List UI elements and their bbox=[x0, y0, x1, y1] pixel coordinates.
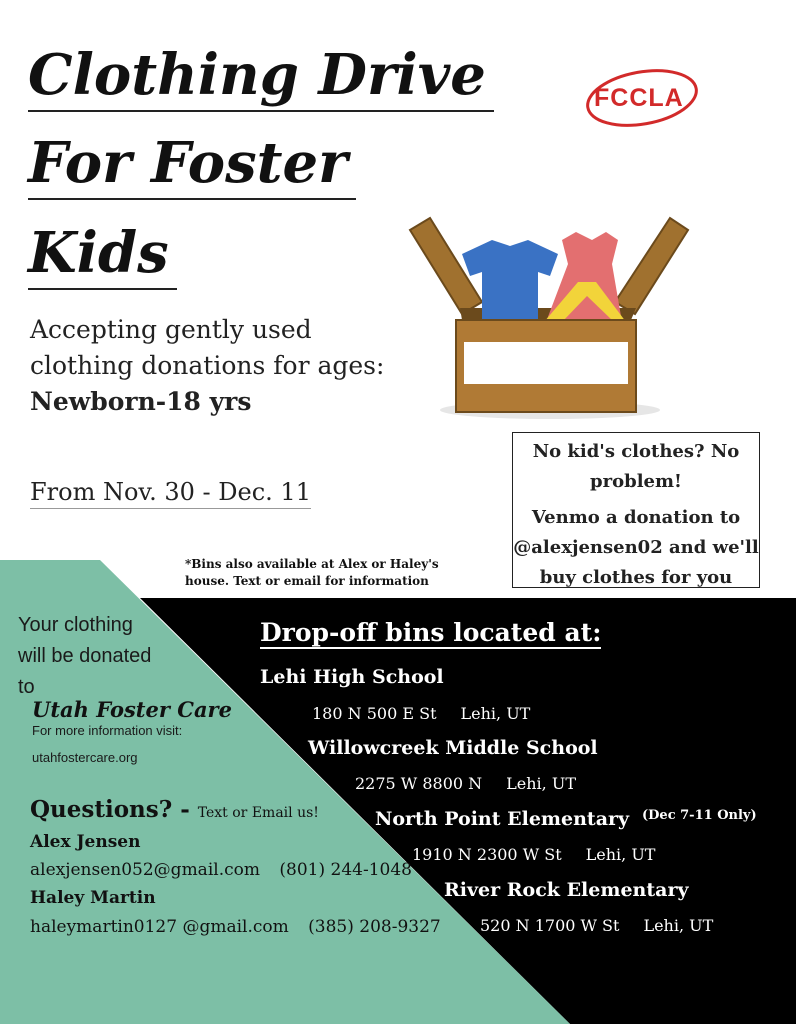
utah-foster-care-name: Utah Foster Care bbox=[32, 697, 232, 722]
venmo-line-4: @alexjensen02 and we'll bbox=[513, 537, 759, 558]
questions-heading bbox=[30, 796, 319, 823]
location-city: Lehi, UT bbox=[506, 774, 576, 793]
contact-phone[interactable]: (801) 244-1048 bbox=[279, 860, 412, 880]
donated-line-3: to bbox=[18, 676, 35, 698]
contact-name: Haley Martin bbox=[30, 888, 156, 908]
bins-note-line-2: house. Text or email for information bbox=[185, 574, 429, 588]
location-street: 180 N 500 E St bbox=[312, 704, 437, 723]
bins-note-line-1: *Bins also available at Alex or Haley's bbox=[185, 557, 439, 571]
contact-line bbox=[30, 917, 441, 937]
donated-text bbox=[18, 610, 151, 703]
location-city: Lehi, UT bbox=[643, 916, 714, 935]
location-city: Lehi, UT bbox=[585, 845, 656, 864]
utah-foster-care-url[interactable]: utahfostercare.org bbox=[32, 750, 138, 765]
location-name: Lehi High School bbox=[260, 666, 444, 688]
location-street: 2275 W 8800 N bbox=[355, 774, 483, 793]
location-city: Lehi, UT bbox=[460, 704, 531, 723]
questions-subtitle: Text or Email us! bbox=[197, 805, 319, 821]
venmo-line-1: No kid's clothes? No bbox=[532, 441, 740, 462]
donated-line-2: will be donated bbox=[18, 645, 152, 667]
contact-name: Alex Jensen bbox=[30, 832, 141, 852]
venmo-line-5: buy clothes for you bbox=[539, 567, 733, 588]
location-note: (Dec 7-11 Only) bbox=[642, 808, 757, 823]
location-street: 520 N 1700 W St bbox=[480, 916, 620, 935]
location-address bbox=[480, 916, 713, 935]
intro-line-1: Accepting gently used bbox=[30, 315, 312, 344]
dropoff-heading: Drop-off bins located at: bbox=[260, 618, 602, 647]
venmo-line-2: problem! bbox=[590, 471, 682, 492]
drive-dates: From Nov. 30 - Dec. 11 bbox=[30, 478, 311, 509]
location-name: River Rock Elementary bbox=[444, 879, 689, 901]
contact-phone[interactable]: (385) 208-9327 bbox=[308, 917, 441, 937]
location-street: 1910 N 2300 W St bbox=[412, 845, 562, 864]
contact-line bbox=[30, 860, 412, 880]
fccla-logo bbox=[582, 64, 702, 132]
intro-text bbox=[30, 312, 384, 420]
title-line-1: Clothing Drive bbox=[28, 40, 494, 112]
location-name: Willowcreek Middle School bbox=[308, 737, 598, 759]
title-line-2: For Foster bbox=[28, 128, 356, 200]
location-address bbox=[412, 845, 655, 864]
contact-email[interactable]: haleymartin0127 @gmail.com bbox=[30, 917, 289, 937]
contact-email[interactable]: alexjensen052@gmail.com bbox=[30, 860, 260, 880]
intro-ages: Newborn-18 yrs bbox=[30, 387, 252, 416]
utah-foster-care-info: For more information visit: bbox=[32, 723, 183, 738]
clothing-box-icon bbox=[400, 210, 700, 425]
venmo-line-3: Venmo a donation to bbox=[531, 507, 741, 528]
bins-note bbox=[185, 556, 439, 590]
location-name: North Point Elementary bbox=[375, 808, 630, 830]
fccla-logo-text: FCCLA bbox=[594, 84, 684, 112]
location-address bbox=[355, 774, 576, 793]
intro-line-2: clothing donations for ages: bbox=[30, 351, 385, 380]
donated-line-1: Your clothing bbox=[18, 614, 133, 636]
questions-title: Questions? - bbox=[30, 796, 190, 823]
location-address bbox=[312, 704, 530, 723]
venmo-box bbox=[512, 432, 760, 588]
title-line-3: Kids bbox=[28, 218, 177, 290]
